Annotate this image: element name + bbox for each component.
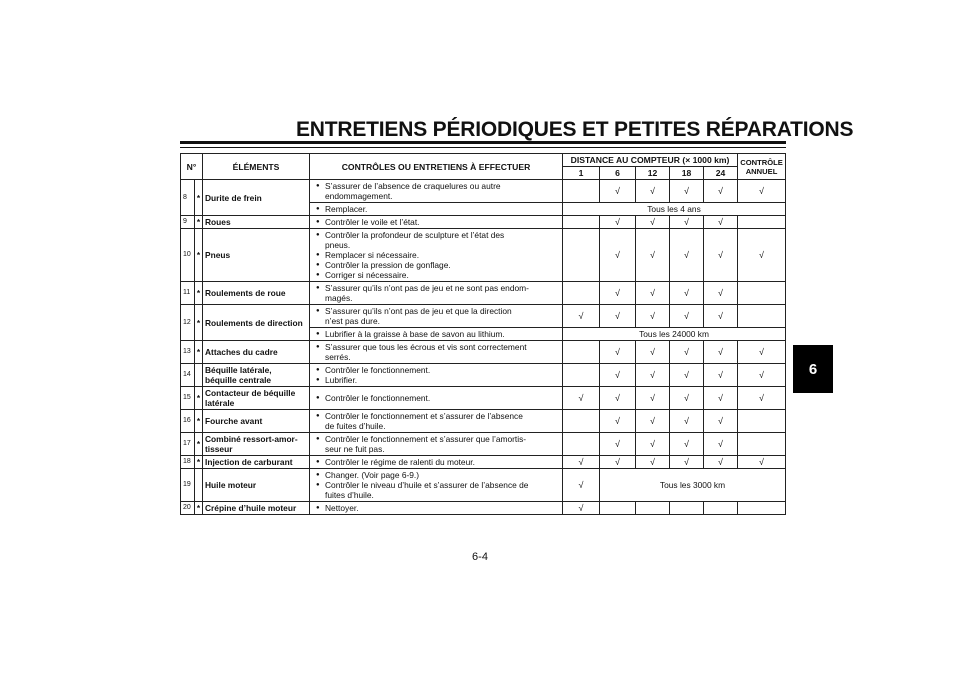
interval-note: Tous les 24000 km (563, 328, 786, 341)
interval-check-cell: √ (636, 282, 670, 305)
interval-check-cell: √ (636, 341, 670, 364)
task-description (310, 341, 563, 364)
interval-check-cell: √ (636, 433, 670, 456)
task-line-text: Remplacer. (325, 204, 368, 214)
task-line-text: Remplacer si nécessaire. (325, 250, 420, 260)
bullet-icon: ● (316, 262, 320, 268)
interval-check-cell (563, 433, 600, 456)
task-line-text: Changer. (Voir page 6-9.) (325, 470, 420, 480)
bullet-icon: ● (316, 331, 320, 337)
bullet-icon: ● (316, 272, 320, 278)
annual-check-cell (738, 282, 786, 305)
interval-check-cell (704, 502, 738, 515)
header-annual-line2: ANNUEL (745, 166, 778, 176)
task-line-text: serrés. (325, 352, 351, 362)
interval-check-cell: √ (600, 229, 636, 282)
annual-check-cell: √ (738, 456, 786, 469)
bullet-icon: ● (316, 367, 320, 373)
interval-check-cell (636, 502, 670, 515)
interval-check-cell: √ (563, 502, 600, 515)
maintenance-table-body (181, 180, 786, 515)
header-no: N° (181, 154, 203, 180)
task-description (310, 364, 563, 387)
interval-check-cell: √ (704, 229, 738, 282)
interval-check-cell: √ (670, 216, 704, 229)
header-km-12: 12 (636, 167, 670, 180)
element-name: Roues (203, 216, 310, 229)
table-row (181, 387, 786, 410)
interval-check-cell: √ (704, 456, 738, 469)
element-name-line: tisseur (205, 444, 233, 454)
task-line-text: magés. (325, 293, 353, 303)
row-number: 16 (181, 410, 195, 433)
interval-check-cell (563, 341, 600, 364)
interval-check-cell: √ (670, 364, 704, 387)
bullet-icon: ● (316, 285, 320, 291)
interval-check-cell (563, 364, 600, 387)
task-line-text: fuites d’huile. (325, 490, 374, 500)
interval-check-cell: √ (704, 305, 738, 328)
row-number: 14 (181, 364, 195, 387)
interval-check-cell: √ (563, 387, 600, 410)
interval-check-cell: √ (704, 180, 738, 203)
bullet-icon: ● (316, 344, 320, 350)
row-number: 12 (181, 305, 195, 341)
table-row (181, 364, 786, 387)
header-distance: DISTANCE AU COMPTEUR (× 1000 km) (563, 154, 738, 167)
task-line-text: n’est pas dure. (325, 316, 380, 326)
dealer-service-mark: * (195, 305, 203, 341)
element-name-line: Béquille latérale, (205, 365, 272, 375)
element-name: Attaches du cadre (203, 341, 310, 364)
dealer-service-mark: * (195, 387, 203, 410)
interval-check-cell: √ (670, 433, 704, 456)
task-line-text: Corriger si nécessaire. (325, 270, 409, 280)
task-line-text: seur ne fuit pas. (325, 444, 385, 454)
row-number: 13 (181, 341, 195, 364)
table-row (181, 456, 786, 469)
element-name (203, 387, 310, 410)
interval-check-cell: √ (704, 341, 738, 364)
element-name-line: latérale (205, 398, 235, 408)
header-annual (738, 154, 786, 180)
interval-check-cell: √ (600, 216, 636, 229)
interval-check-cell: √ (704, 433, 738, 456)
task-description (310, 203, 563, 216)
dealer-service-mark (195, 364, 203, 387)
row-number: 19 (181, 469, 195, 502)
element-name-line: Combiné ressort-amor- (205, 434, 298, 444)
bullet-icon: ● (316, 472, 320, 478)
task-description (310, 410, 563, 433)
annual-check-cell (738, 305, 786, 328)
header-km-6: 6 (600, 167, 636, 180)
interval-check-cell: √ (636, 216, 670, 229)
table-row (181, 282, 786, 305)
interval-check-cell: √ (670, 456, 704, 469)
interval-check-cell: √ (636, 305, 670, 328)
table-row (181, 410, 786, 433)
task-line-text: Lubrifier. (325, 375, 358, 385)
row-number: 18 (181, 456, 195, 469)
interval-check-cell (600, 502, 636, 515)
interval-check-cell (563, 282, 600, 305)
header-km-1: 1 (563, 167, 600, 180)
header-km-18: 18 (670, 167, 704, 180)
annual-check-cell (738, 502, 786, 515)
element-name (203, 433, 310, 456)
task-line-text: Contrôler le fonctionnement et s’assurer que l’amortis- (325, 434, 527, 444)
dealer-service-mark: * (195, 341, 203, 364)
task-line-text: Contrôler le fonctionnement et s’assurer de l’absence (325, 411, 523, 421)
header-tasks: CONTRÔLES OU ENTRETIENS À EFFECTUER (310, 154, 563, 180)
table-row (181, 216, 786, 229)
interval-check-cell: √ (670, 282, 704, 305)
annual-check-cell: √ (738, 229, 786, 282)
bullet-icon: ● (316, 395, 320, 401)
dealer-service-mark: * (195, 433, 203, 456)
table-row (181, 469, 786, 502)
interval-note: Tous les 4 ans (563, 203, 786, 216)
interval-check-cell: √ (600, 456, 636, 469)
interval-check-cell: √ (563, 469, 600, 502)
interval-check-cell: √ (704, 216, 738, 229)
bullet-icon: ● (316, 482, 320, 488)
task-description (310, 328, 563, 341)
interval-check-cell (563, 180, 600, 203)
bullet-icon: ● (316, 219, 320, 225)
interval-check-cell: √ (600, 180, 636, 203)
interval-check-cell: √ (636, 180, 670, 203)
task-description (310, 282, 563, 305)
row-number: 8 (181, 180, 195, 216)
annual-check-cell: √ (738, 387, 786, 410)
bullet-icon: ● (316, 413, 320, 419)
interval-check-cell (563, 229, 600, 282)
interval-check-cell: √ (636, 387, 670, 410)
interval-check-cell: √ (600, 410, 636, 433)
element-name: Durite de frein (203, 180, 310, 216)
bullet-icon: ● (316, 436, 320, 442)
bullet-icon: ● (316, 308, 320, 314)
task-line-text: Lubrifier à la graisse à base de savon au lithium. (325, 329, 505, 339)
interval-check-cell: √ (704, 282, 738, 305)
table-row (181, 433, 786, 456)
table-row (181, 305, 786, 328)
interval-check-cell: √ (563, 456, 600, 469)
interval-check-cell (670, 502, 704, 515)
task-line-text: Nettoyer. (325, 503, 359, 513)
element-name: Huile moteur (203, 469, 310, 502)
row-number: 9 (181, 216, 195, 229)
title-rule-thick (180, 141, 786, 144)
row-number: 20 (181, 502, 195, 515)
task-line-text: S’assurer qu’ils n’ont pas de jeu et que la direction (325, 306, 512, 316)
interval-note: Tous les 3000 km (600, 469, 786, 502)
interval-check-cell: √ (670, 180, 704, 203)
interval-check-cell: √ (636, 229, 670, 282)
bullet-icon: ● (316, 183, 320, 189)
interval-check-cell: √ (670, 229, 704, 282)
task-line-text: S’assurer que tous les écrous et vis sont correctement (325, 342, 527, 352)
table-row (181, 180, 786, 203)
task-line-text: S’assurer qu’ils n’ont pas de jeu et ne sont pas endom- (325, 283, 529, 293)
bullet-icon: ● (316, 252, 320, 258)
element-name: Injection de carburant (203, 456, 310, 469)
interval-check-cell: √ (600, 305, 636, 328)
dealer-service-mark: * (195, 456, 203, 469)
element-name (203, 364, 310, 387)
task-line-text: Contrôler le fonctionnement. (325, 393, 431, 403)
interval-check-cell: √ (670, 387, 704, 410)
element-name: Pneus (203, 229, 310, 282)
table-row (181, 229, 786, 282)
row-number: 10 (181, 229, 195, 282)
maintenance-table (180, 153, 786, 515)
interval-check-cell: √ (670, 341, 704, 364)
header-km-24: 24 (704, 167, 738, 180)
bullet-icon: ● (316, 377, 320, 383)
interval-check-cell (563, 216, 600, 229)
element-name-line: béquille centrale (205, 375, 272, 385)
interval-check-cell: √ (670, 305, 704, 328)
header-elements: ÉLÉMENTS (203, 154, 310, 180)
interval-check-cell: √ (704, 364, 738, 387)
interval-check-cell: √ (563, 305, 600, 328)
task-line-text: endommagement. (325, 191, 393, 201)
task-line-text: Contrôler le voile et l’état. (325, 217, 420, 227)
row-number: 15 (181, 387, 195, 410)
task-description (310, 502, 563, 515)
row-number: 17 (181, 433, 195, 456)
interval-check-cell: √ (600, 341, 636, 364)
task-line-text: Contrôler la pression de gonflage. (325, 260, 451, 270)
interval-check-cell: √ (600, 387, 636, 410)
task-description (310, 456, 563, 469)
page-number: 6-4 (472, 551, 488, 563)
task-description (310, 387, 563, 410)
dealer-service-mark: * (195, 216, 203, 229)
table-row (181, 502, 786, 515)
interval-check-cell: √ (600, 364, 636, 387)
dealer-service-mark: * (195, 282, 203, 305)
title-rule-thin (180, 147, 786, 148)
bullet-icon: ● (316, 232, 320, 238)
dealer-service-mark: * (195, 502, 203, 515)
task-line-text: Contrôler la profondeur de sculpture et l’état des (325, 230, 505, 240)
task-description (310, 229, 563, 282)
task-description (310, 180, 563, 203)
annual-check-cell (738, 410, 786, 433)
interval-check-cell (563, 410, 600, 433)
dealer-service-mark (195, 469, 203, 502)
task-line-text: pneus. (325, 240, 351, 250)
annual-check-cell: √ (738, 341, 786, 364)
bullet-icon: ● (316, 459, 320, 465)
annual-check-cell (738, 216, 786, 229)
interval-check-cell: √ (636, 364, 670, 387)
task-description (310, 305, 563, 328)
task-line-text: Contrôler le régime de ralenti du moteur. (325, 457, 475, 467)
element-name: Roulements de direction (203, 305, 310, 341)
interval-check-cell: √ (670, 410, 704, 433)
annual-check-cell: √ (738, 180, 786, 203)
bullet-icon: ● (316, 505, 320, 511)
chapter-tab: 6 (793, 345, 833, 393)
task-line-text: Contrôler le fonctionnement. (325, 365, 431, 375)
bullet-icon: ● (316, 206, 320, 212)
dealer-service-mark: * (195, 410, 203, 433)
interval-check-cell: √ (704, 410, 738, 433)
interval-check-cell: √ (600, 433, 636, 456)
dealer-service-mark: * (195, 229, 203, 282)
task-line-text: de fuites d’huile. (325, 421, 386, 431)
annual-check-cell: √ (738, 364, 786, 387)
task-description (310, 469, 563, 502)
table-row (181, 341, 786, 364)
interval-check-cell: √ (636, 456, 670, 469)
element-name: Crépine d’huile moteur (203, 502, 310, 515)
element-name: Fourche avant (203, 410, 310, 433)
task-description (310, 216, 563, 229)
page-title: ENTRETIENS PÉRIODIQUES ET PETITES RÉPARATIONS (296, 118, 854, 141)
header-annual-line1: CONTRÔLE (740, 157, 783, 167)
row-number: 11 (181, 282, 195, 305)
element-name: Roulements de roue (203, 282, 310, 305)
task-line-text: Contrôler le niveau d’huile et s’assurer de l’absence de (325, 480, 529, 490)
interval-check-cell: √ (636, 410, 670, 433)
task-description (310, 433, 563, 456)
interval-check-cell: √ (600, 282, 636, 305)
task-line-text: S’assurer de l’absence de craquelures ou autre (325, 181, 501, 191)
element-name-line: Contacteur de béquille (205, 388, 296, 398)
annual-check-cell (738, 433, 786, 456)
dealer-service-mark: * (195, 180, 203, 216)
interval-check-cell: √ (704, 387, 738, 410)
